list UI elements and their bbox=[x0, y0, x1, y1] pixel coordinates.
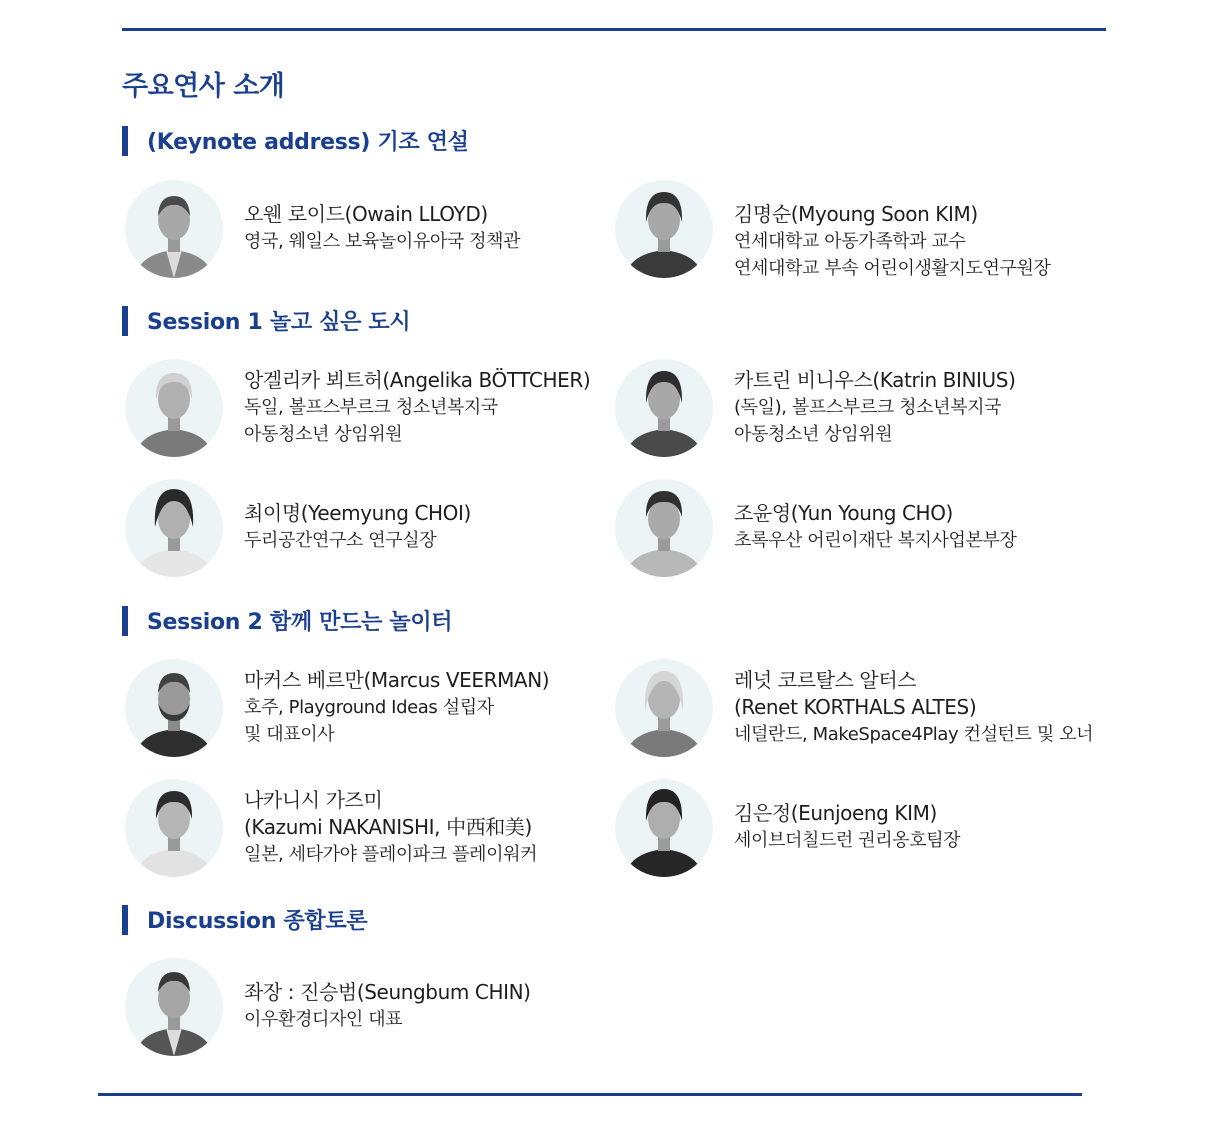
speaker-name: 마커스 베르만(Marcus VEERMAN) bbox=[244, 668, 550, 692]
section-heading-discussion bbox=[122, 904, 367, 935]
speaker-photo bbox=[615, 479, 713, 577]
speaker-title: (독일), 볼프스부르크 청소년복지국 bbox=[734, 397, 1002, 418]
speaker-title: 이우환경디자인 대표 bbox=[244, 1009, 403, 1030]
section-marker bbox=[122, 905, 128, 935]
speaker-name: 조윤영(Yun Young CHO) bbox=[734, 501, 953, 525]
speaker-card bbox=[125, 779, 595, 879]
speaker-title: 세이브더칠드런 권리옹호팀장 bbox=[734, 830, 961, 851]
section-title: Discussion 종합토론 bbox=[147, 909, 368, 934]
speaker-card bbox=[125, 479, 595, 579]
speaker-name: 카트린 비니우스(Katrin BINIUS) bbox=[734, 368, 1016, 392]
speaker-card bbox=[615, 180, 1085, 280]
section-marker bbox=[122, 306, 128, 336]
section-title: (Keynote address) 기조 연설 bbox=[147, 130, 469, 155]
speaker-name: 나카니시 가즈미 bbox=[244, 788, 383, 812]
speaker-name: (Renet KORTHALS ALTES) bbox=[734, 695, 977, 719]
speaker-photo bbox=[125, 659, 223, 757]
speaker-photo bbox=[125, 180, 223, 278]
speaker-card bbox=[125, 659, 595, 759]
speaker-card bbox=[125, 958, 595, 1058]
speaker-title: 호주, Playground Ideas 설립자 bbox=[244, 697, 494, 718]
speaker-title: 독일, 볼프스부르크 청소년복지국 bbox=[244, 397, 498, 418]
speaker-title: 및 대표이사 bbox=[244, 724, 335, 745]
top-rule bbox=[122, 28, 1106, 31]
speaker-photo bbox=[125, 479, 223, 577]
page-title: 주요연사 소개 bbox=[122, 71, 285, 102]
speaker-card bbox=[615, 479, 1085, 579]
speaker-name: 좌장 : 진승범(Seungbum CHIN) bbox=[244, 980, 531, 1004]
speaker-photo bbox=[125, 958, 223, 1056]
speaker-name: 레넛 코르탈스 알터스 bbox=[734, 668, 917, 692]
section-title: Session 1 놀고 싶은 도시 bbox=[147, 310, 411, 335]
section-title: Session 2 함께 만드는 놀이터 bbox=[147, 610, 453, 635]
speaker-card bbox=[125, 359, 595, 459]
speaker-name: 앙겔리카 뵈트허(Angelika BÖTTCHER) bbox=[244, 368, 591, 392]
speaker-name: 최이명(Yeemyung CHOI) bbox=[244, 501, 471, 525]
speaker-title: 연세대학교 아동가족학과 교수 bbox=[734, 231, 966, 252]
section-marker bbox=[122, 126, 128, 156]
speaker-card bbox=[615, 659, 1094, 759]
speaker-photo bbox=[615, 779, 713, 877]
speaker-name: (Kazumi NAKANISHI, 中西和美) bbox=[244, 815, 532, 839]
speaker-photo bbox=[615, 359, 713, 457]
speaker-photo bbox=[615, 180, 713, 278]
speaker-name: 김은정(Eunjoeng KIM) bbox=[734, 801, 937, 825]
speaker-photo bbox=[615, 659, 713, 757]
speaker-title: 두리공간연구소 연구실장 bbox=[244, 530, 437, 551]
speaker-name: 오웬 로이드(Owain LLOYD) bbox=[244, 202, 488, 226]
speaker-title: 연세대학교 부속 어린이생활지도연구원장 bbox=[734, 258, 1051, 279]
speaker-name: 김명순(Myoung Soon KIM) bbox=[734, 202, 978, 226]
section-heading-keynote bbox=[122, 125, 469, 156]
speaker-title: 아동청소년 상임위원 bbox=[244, 424, 403, 445]
speaker-title: 아동청소년 상임위원 bbox=[734, 424, 893, 445]
speaker-card bbox=[125, 180, 595, 280]
speaker-title: 영국, 웨일스 보육놀이유아국 정책관 bbox=[244, 231, 521, 252]
section-heading-session-2 bbox=[122, 605, 452, 636]
speaker-title: 일본, 세타가야 플레이파크 플레이워커 bbox=[244, 844, 538, 865]
speaker-card bbox=[615, 779, 1085, 879]
section-heading-session-1 bbox=[122, 305, 410, 336]
speaker-photo bbox=[125, 359, 223, 457]
bottom-rule bbox=[98, 1093, 1082, 1096]
speaker-card bbox=[615, 359, 1085, 459]
section-marker bbox=[122, 606, 128, 636]
speaker-photo bbox=[125, 779, 223, 877]
speaker-title: 초록우산 어린이재단 복지사업본부장 bbox=[734, 530, 1017, 551]
speaker-title: 네덜란드, MakeSpace4Play 컨설턴트 및 오너 bbox=[734, 724, 1094, 745]
